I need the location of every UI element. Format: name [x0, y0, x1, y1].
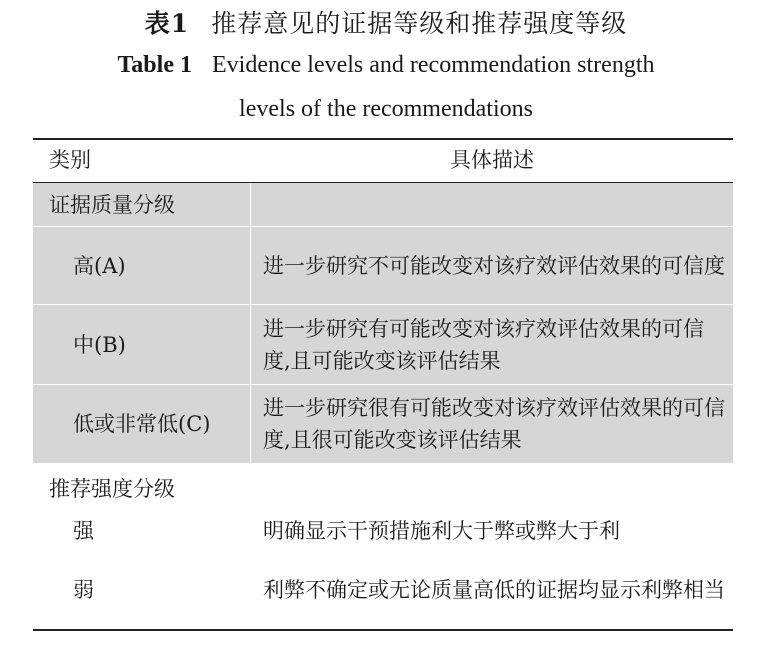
description-cell: 进一步研究不可能改变对该疗效评估效果的可信度	[263, 253, 725, 278]
section-label-strength: 推荐强度分级	[49, 477, 175, 501]
description-cell: 利弊不确定或无论质量高低的证据均显示利弊相当	[263, 578, 725, 602]
category-cell: 强	[73, 519, 94, 543]
header-description: 具体描述	[450, 148, 534, 172]
table-title-cn-text: 推荐意见的证据等级和推荐强度等级	[211, 9, 628, 38]
category-cell: 低或非常低(C)	[73, 412, 211, 436]
header-category: 类别	[49, 148, 91, 172]
category-cell: 弱	[73, 578, 94, 602]
table-title-en-line1	[0, 52, 772, 79]
table-top-rule	[33, 138, 733, 140]
table-bottom-rule	[33, 629, 733, 631]
evidence-section-divider	[250, 183, 251, 463]
description-cell: 明确显示干预措施利大于弊或弊大于利	[263, 519, 620, 543]
table-number-cn: 表1	[144, 9, 190, 38]
description-cell: 进一步研究很有可能改变对该疗效评估效果的可信度,且很可能改变该评估结果	[263, 396, 725, 452]
table-title-en-line2: levels of the recommendations	[239, 96, 533, 122]
table-title-cn	[0, 4, 772, 40]
category-cell: 高(A)	[73, 253, 126, 278]
category-cell: 中(B)	[73, 332, 126, 357]
table-number-en: Table 1	[117, 52, 192, 78]
table-title-en-text1: Evidence levels and recommendation strength	[211, 52, 655, 78]
description-cell: 进一步研究有可能改变对该疗效评估效果的可信度,且可能改变该评估结果	[263, 316, 704, 373]
section-label-evidence: 证据质量分级	[49, 192, 175, 217]
